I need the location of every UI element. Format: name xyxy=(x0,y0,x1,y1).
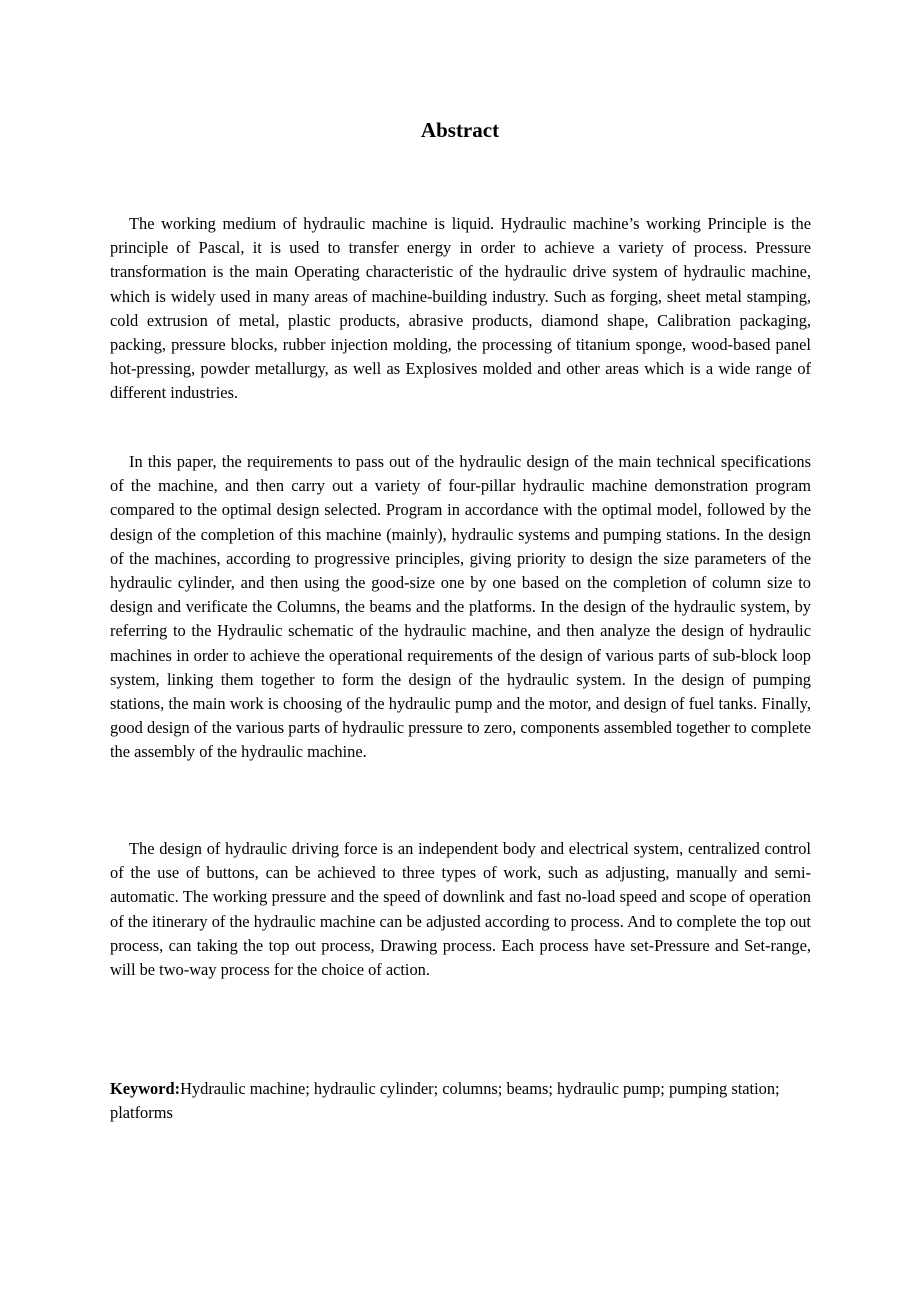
keywords-text: Hydraulic machine; hydraulic cylinder; columns; beams; hydraulic pump; pumping station; platforms xyxy=(110,1079,780,1123)
abstract-paragraph-3: The design of hydraulic driving force is an independent body and electrical system, centralized control of the use of buttons, can be achieved to three types of work, such as adjusting, manually and semi-automatic. The working pressure and the speed of downlink and fast no-load speed and scope of operation of the itinerary of the hydraulic machine can be adjusted according to process. And to complete the top out process, can taking the top out process, Drawing process. Each process have set-Pressure and Set-range, will be two-way process for the choice of action. xyxy=(110,839,811,980)
keywords-line xyxy=(110,1077,811,1125)
page-title: Abstract xyxy=(420,118,500,142)
abstract-paragraph-2: In this paper, the requirements to pass out of the hydraulic design of the main technical specifications of the machine, and then carry out a variety of four-pillar hydraulic machine demonstration program compared to the optimal design selected. Program in accordance with the optimal model, followed by the design of the completion of this machine (mainly), hydraulic systems and pumping stations. In the design of the machines, according to progressive principles, giving priority to design the size parameters of the hydraulic cylinder, and then using the good-size one by one based on the completion of column size to design and verificate the Columns, the beams and the platforms. In the design of the hydraulic system, by referring to the Hydraulic schematic of the hydraulic machine, and then analyze the design of hydraulic machines in order to achieve the operational requirements of the design of various parts of sub-block loop system, linking them together to form the design of the hydraulic system. In the design of pumping stations, the main work is choosing of the hydraulic pump and the motor, and design of fuel tanks. Finally, good design of the various parts of hydraulic pressure to zero, components assembled together to complete the assembly of the hydraulic machine. xyxy=(110,452,811,762)
keywords-label: Keyword: xyxy=(110,1079,181,1098)
abstract-paragraph-1: The working medium of hydraulic machine is liquid. Hydraulic machine’s working Principle is the principle of Pascal, it is used to transfer energy in order to achieve a variety of process. Pressure transformation is the main Operating characteristic of the hydraulic drive system of hydraulic machine, which is widely used in many areas of machine-building industry. Such as forging, sheet metal stamping, cold extrusion of metal, plastic products, abrasive products, diamond shape, Calibration packaging, packing, pressure blocks, rubber injection molding, the processing of titanium sponge, wood-based panel hot-pressing, powder metallurgy, as well as Explosives molded and other areas which is a wide range of different industries. xyxy=(110,214,811,403)
